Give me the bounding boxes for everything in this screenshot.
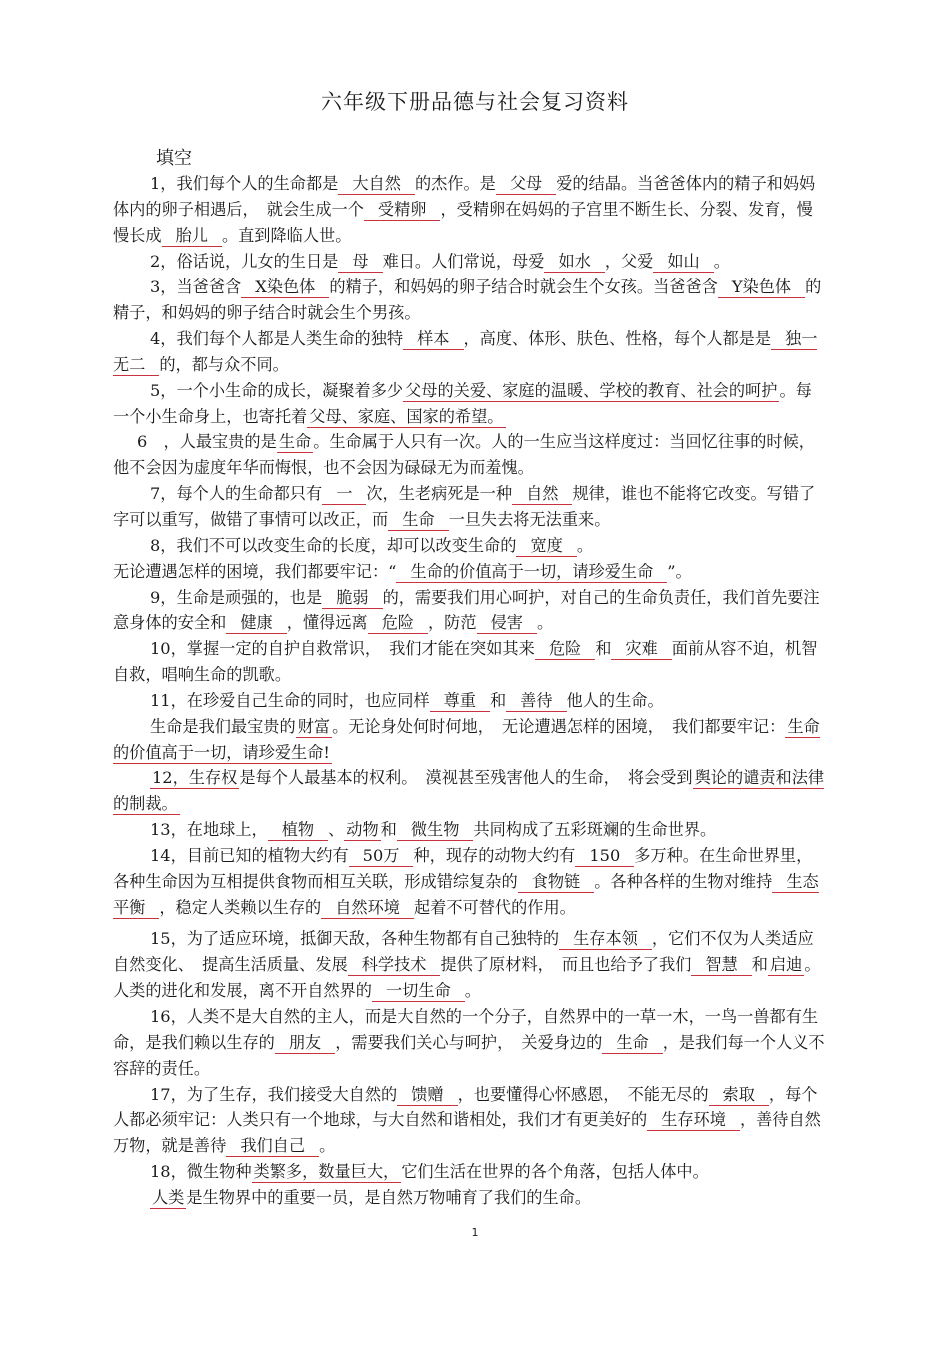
underlined-answer: 父母、家庭、国家的希望。: [309, 406, 504, 426]
item-14: 14，目前已知的植物大约有 50万 种，现存的动物大约有 150 多万种。在生命世界里，各种生命因为互相提供食物而相互关联，形成错综复杂的 食物链 。各种各样的生物对维持 生态平衡 ，稳定人类赖以生存的 自然环境 起着不可替代的作用。: [113, 845, 819, 917]
blank-answer: 侵害: [477, 613, 537, 634]
underlined-answer: 父母的关爱、家庭的温暖、学校的教育、社会的呵护: [405, 380, 778, 400]
blank-answer: 朋友: [275, 1033, 335, 1054]
blank-answer: 科学技术: [348, 955, 441, 976]
item-5: 5，一个小生命的成长，凝聚着多少 父母的关爱、家庭的温暖、学校的教育、社会的呵护 。每一个小生命身上，也寄托着 父母、家庭、国家的希望。: [113, 380, 812, 426]
blank-answer: 植物: [268, 820, 328, 841]
blank-answer: 善待: [506, 691, 566, 712]
blank-answer: 样本: [403, 329, 463, 350]
blank-answer: 我们自己: [226, 1136, 319, 1157]
item-17: 17，为了生存，我们接受大自然的 馈赠 ，也要懂得心怀感恩， 不能无尽的 索取 ，每个人都必须牢记：人类只有一个地球，与大自然和谐相处，我们才有更美好的 生存环境 ，善待自然万物，就是善待 我们自己 。: [113, 1084, 821, 1156]
blank-answer: 如水: [544, 252, 604, 273]
item-11-note: 生命是我们最宝贵的 财富 。无论身处何时何地， 无论遭遇怎样的困境， 我们都要牢记： 生命的价值高于一切，请珍爱生命!: [113, 716, 820, 762]
item-3: 3，当爸爸含 X染色体 的精子，和妈妈的卵子结合时就会生个女孩。当爸爸含 Y染色体 的精子，和妈妈的卵子结合时就会生个男孩。: [113, 277, 822, 323]
item-16: 16，人类不是大自然的主人，而是大自然的一个分子，自然界中的一草一木，一鸟一兽都有生命，是我们赖以生存的 朋友 ，需要我们关心与呵护， 关爱身边的 生命 ，是我们每一个人义不容辞的责任。: [113, 1007, 825, 1078]
blank-answer: 150: [575, 846, 634, 867]
blank-answer: 50万: [349, 846, 414, 867]
item-18-note: 人类 是生物界中的重要一员，是自然万物哺育了我们的生命。: [152, 1187, 592, 1207]
underlined-answer: 人类: [152, 1187, 185, 1207]
item-1: 1，我们每个人的生命都是 大自然 的杰作。是 父母 爱的结晶。当爸爸体内的精子和妈妈体内的卵子相遇后， 就会生成一个 受精卵 ，受精卵在妈妈的子宫里不断生长、分裂、发育，慢慢长成 胎儿 。直到降临人世。: [113, 174, 816, 245]
blank-answer: 受精卵: [364, 200, 441, 221]
section-heading: 填空: [156, 148, 192, 169]
underlined-answer: 舆论的谴责和法律的制裁。: [113, 768, 825, 814]
document-title: 六年级下册品德与社会复习资料: [321, 90, 629, 114]
blank-answer: 尊重: [430, 691, 490, 712]
item-8-continued: 无论遭遇怎样的困境，我们都要牢记：“ 生命的价值高于一切，请珍爱生命 ”。: [113, 561, 692, 581]
blank-answer: 智慧: [691, 955, 751, 976]
blank-answer: 启迪: [769, 955, 803, 975]
blank-answer: X染色体: [241, 277, 329, 298]
blank-answer: 生命: [602, 1033, 662, 1054]
blank-answer: 生存环境: [647, 1110, 740, 1131]
item-13: 13，在地球上， 植物 、 动物 和 微生物 共同构成了五彩斑斓的生命世界。: [150, 820, 717, 840]
blank-answer: 自然环境: [321, 898, 414, 919]
blank-answer: 索取: [709, 1085, 769, 1106]
page-number: 1: [471, 1226, 479, 1239]
document-body: [113, 171, 825, 1211]
blank-answer: 宽度: [516, 536, 576, 557]
blank-answer: 危险: [368, 613, 428, 634]
blank-answer: 父母: [496, 174, 556, 195]
underlined-answer: 财富: [297, 716, 331, 736]
blank-answer: 如山: [653, 252, 713, 273]
blank-answer: 生存本领: [559, 929, 652, 950]
blank-answer: 母: [338, 252, 382, 273]
blank-answer: 危险: [535, 639, 595, 660]
item-12: 12，生存权 是每个人最基本的权利。 漠视甚至残害他人的生命， 将会受到 舆论的谴责和法律的制裁。: [113, 768, 825, 814]
blank-answer: 微生物: [397, 820, 474, 841]
blank-answer: 一切生命: [372, 981, 465, 1002]
blank-answer: 健康: [226, 613, 286, 634]
blank-answer: 脆弱: [322, 588, 382, 609]
blank-answer: 生命: [388, 510, 448, 531]
blank-answer: 食物链: [518, 872, 595, 893]
blank-answer: 动物: [346, 820, 379, 840]
item-2: 2，俗话说，儿女的生日是 母 难日。人们常说，母爱 如水 ，父爱 如山 。: [150, 251, 730, 271]
item-8: 8，我们不可以改变生命的长度，却可以改变生命的 宽度 。: [150, 535, 593, 555]
blank-answer: 生态平衡: [113, 871, 819, 917]
item-9: 9，生命是顽强的，也是 脆弱 的，需要我们用心呵护，对自己的生命负责任，我们首先要注意身体的安全和 健康 ，懂得远离 危险 ，防范 侵害 。: [113, 587, 820, 633]
blank-answer: 胎儿: [162, 226, 222, 247]
item-7: 7，每个人的生命都只有 一 次，生老病死是一种 自然 规律，谁也不能将它改变。写错了字可以重写，做错了事情可以改正，而 生命 一旦失去将无法重来。: [113, 484, 816, 529]
item-6: 6 ，人最宝贵的是 生命 。生命属于人只有一次。人的一生应当这样度过：当回忆往事的时候，他不会因为虚度年华而悔恨，也不会因为碌碌无为而羞愧。: [113, 432, 815, 478]
blank-answer: 灾难: [611, 639, 671, 660]
blank-answer: 生命的价值高于一切，请珍爱生命: [396, 562, 667, 583]
blank-answer: 大自然: [338, 174, 415, 195]
underlined-answer: 生命的价值高于一切，请珍爱生命!: [113, 716, 820, 762]
underlined-answer: 生命: [278, 432, 312, 452]
item-10: 10，掌握一定的自护自救常识， 我们才能在突如其来 危险 和 灾难 面前从容不迫，机智自救，唱响生命的凯歌。: [113, 639, 818, 685]
item-15: 15，为了适应环境，抵御天敌，各种生物都有自己独特的 生存本领 ，它们不仅为人类适应自然变化、 提高生活质量、发展 科学技术 提供了原材料， 而且也给予了我们 智慧 和 启迪 。人类的进化和发展，离不开自然界的 一切生命 。: [113, 929, 821, 1001]
item-4: 4，我们每个人都是人类生命的独特 样本 ，高度、体形、肤色、性格，每个人都是是 独一无二 的，都与众不同。: [113, 329, 818, 374]
blank-answer: 自然: [512, 484, 572, 505]
blank-answer: 一: [322, 484, 366, 505]
blank-answer: Y染色体: [718, 277, 805, 298]
blank-answer: 独一无二: [113, 329, 818, 374]
underlined-answer: 类繁多，数量巨大，: [253, 1162, 400, 1182]
underlined-answer: 12，生存权: [152, 768, 238, 788]
item-11: 11，在珍爱自己生命的同时，也应同样 尊重 和 善待 他人的生命。: [150, 690, 664, 710]
item-18: 18，微生物种 类繁多，数量巨大， 它们生活在世界的各个角落，包括人体中。: [150, 1162, 709, 1182]
blank-answer: 馈赠: [397, 1085, 457, 1106]
